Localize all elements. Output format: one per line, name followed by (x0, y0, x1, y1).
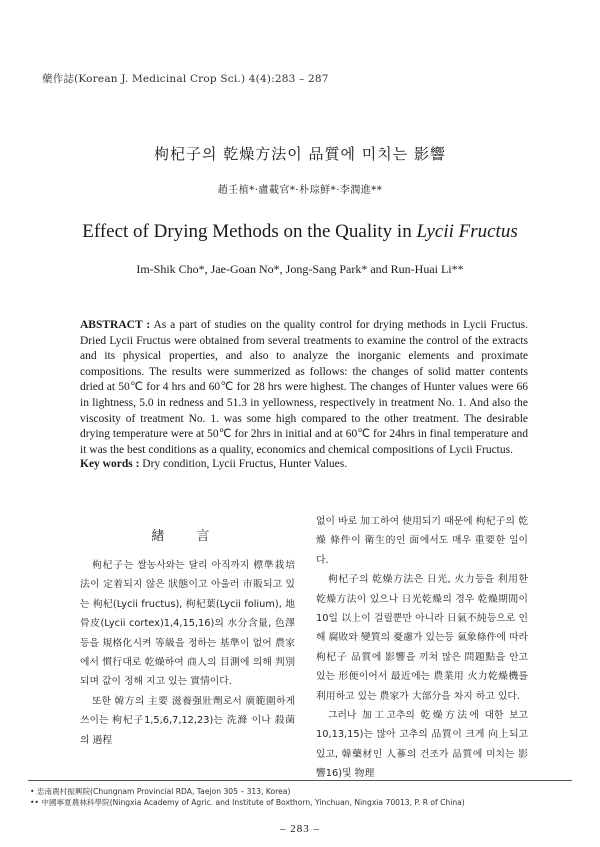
title-korean: 枸杞子의 乾燥方法이 品質에 미치는 影響 (153, 145, 446, 163)
keywords (80, 458, 528, 470)
footnote-affiliation-1: • 忠南農村振興院(Chungnam Provincial RDA, Taejon 305 – 313, Korea) (30, 787, 291, 796)
keywords-label: Key words : (80, 458, 140, 470)
body-column-left (80, 512, 295, 750)
footnotes (30, 786, 570, 808)
paragraph: 枸杞子는 쌀농사와는 달리 아직까지 標準栽培法이 定着되지 않은 狀態이고 아울러 市販되고 있는 枸杞(Lycii fructus), 枸杞葉(Lycii folium), 地骨皮(Lycii cortex)1,4,15,16)의 水分含量, 色澤 등을 規格化시켜 等級을 정하는 基準이 없어 農家에서 慣行대로 乾燥하여 商人의 目測에 의해 判別되며 값이 정해 지고 있는 實情이다. (80, 560, 295, 688)
footnote-affiliation-2: •• 中國寧夏農林科學院(Ningxia Academy of Agric. and Institute of Boxthorn, Yinchuan, Ningxia 70013, P. R of China) (30, 798, 465, 807)
paragraph: 그러나 加工고추의 乾燥方法에 대한 보고10,13,15)는 많아 고추의 品質이 크게 向上되고 있고, 韓藥材인 人蔘의 건조가 品質에 미치는 影響16)및 物理 (316, 710, 528, 780)
footnote-divider (28, 780, 572, 781)
authors-english: Im-Shik Cho*, Jae-Goan No*, Jong-Sang Park* and Run-Huai Li** (136, 262, 464, 276)
keywords-text: Dry condition, Lycii Fructus, Hunter Values. (139, 458, 348, 470)
abstract (80, 318, 528, 458)
title-english-main: Effect of Drying Methods on the Quality in (82, 221, 417, 242)
abstract-label: ABSTRACT : (80, 319, 151, 331)
authors-korean: 趙壬植*·盧載官*·朴琮鮮*·李潤進** (217, 185, 383, 196)
title-english-italic: Lycii Fructus (416, 221, 518, 242)
page-number: – 283 – (280, 823, 320, 835)
body-column-right (316, 512, 528, 784)
abstract-text: As a part of studies on the quality control for drying methods in Lycii Fructus. Dried Lycii Fructus were obtained from several treatments to examine the control of the extracts and its physical properties, and also to analyze the inorganic elements and proximate compositions. The results were summerized as follows: the changes of solid matter contents dried at 50℃ for 4 hrs and 60℃ for 28 hrs were highest. The changes of Hunter values were 66 in lightness, 5.0 in redness and 51.3 in yellowness, respectively in treatment No. 1. And also the viscosity of treatment No. 1. was some high compared to the other treatment. The desirable drying temperature were at 50℃ for 2hrs in initial and at 60℃ for 24hrs in final temperature and it was the best conditions as a quality, economics and chemical compositions of Lycii Fructus. (80, 319, 529, 456)
title-english (0, 221, 600, 243)
paragraph: 또한 韓方의 主要 滋養强壯劑로서 廣範圍하게 쓰이는 枸杞子1,5,6,7,12,23)는 洗滌 이나 殺菌의 過程 (80, 695, 295, 746)
journal-header: 藥作誌(Korean J. Medicinal Crop Sci.) 4(4):283 – 287 (42, 73, 329, 85)
paragraph: 枸杞子의 乾燥方法은 日光, 火力등을 利用한 乾燥方法이 있으나 日光乾燥의 경우 乾燥期間이 10일 以上이 걸릴뿐만 아니라 日氣不純등으로 인해 腐敗와 變質의 憂慮가 있는등 氣象條件에 따라 枸杞子 品質에 影響을 끼쳐 많은 問題點을 안고 있는 形便이어서 最近에는 農業用 火力乾燥機를 利用하고 있는 農家가 大部分을 차지 하고 있다. (316, 574, 528, 702)
section-heading-introduction: 緖 言 (151, 529, 224, 544)
paragraph: 없이 바로 加工하여 使用되기 때문에 枸杞子의 乾燥 條件이 衛生的인 面에서도 매우 重要한 일이다. (316, 516, 528, 566)
